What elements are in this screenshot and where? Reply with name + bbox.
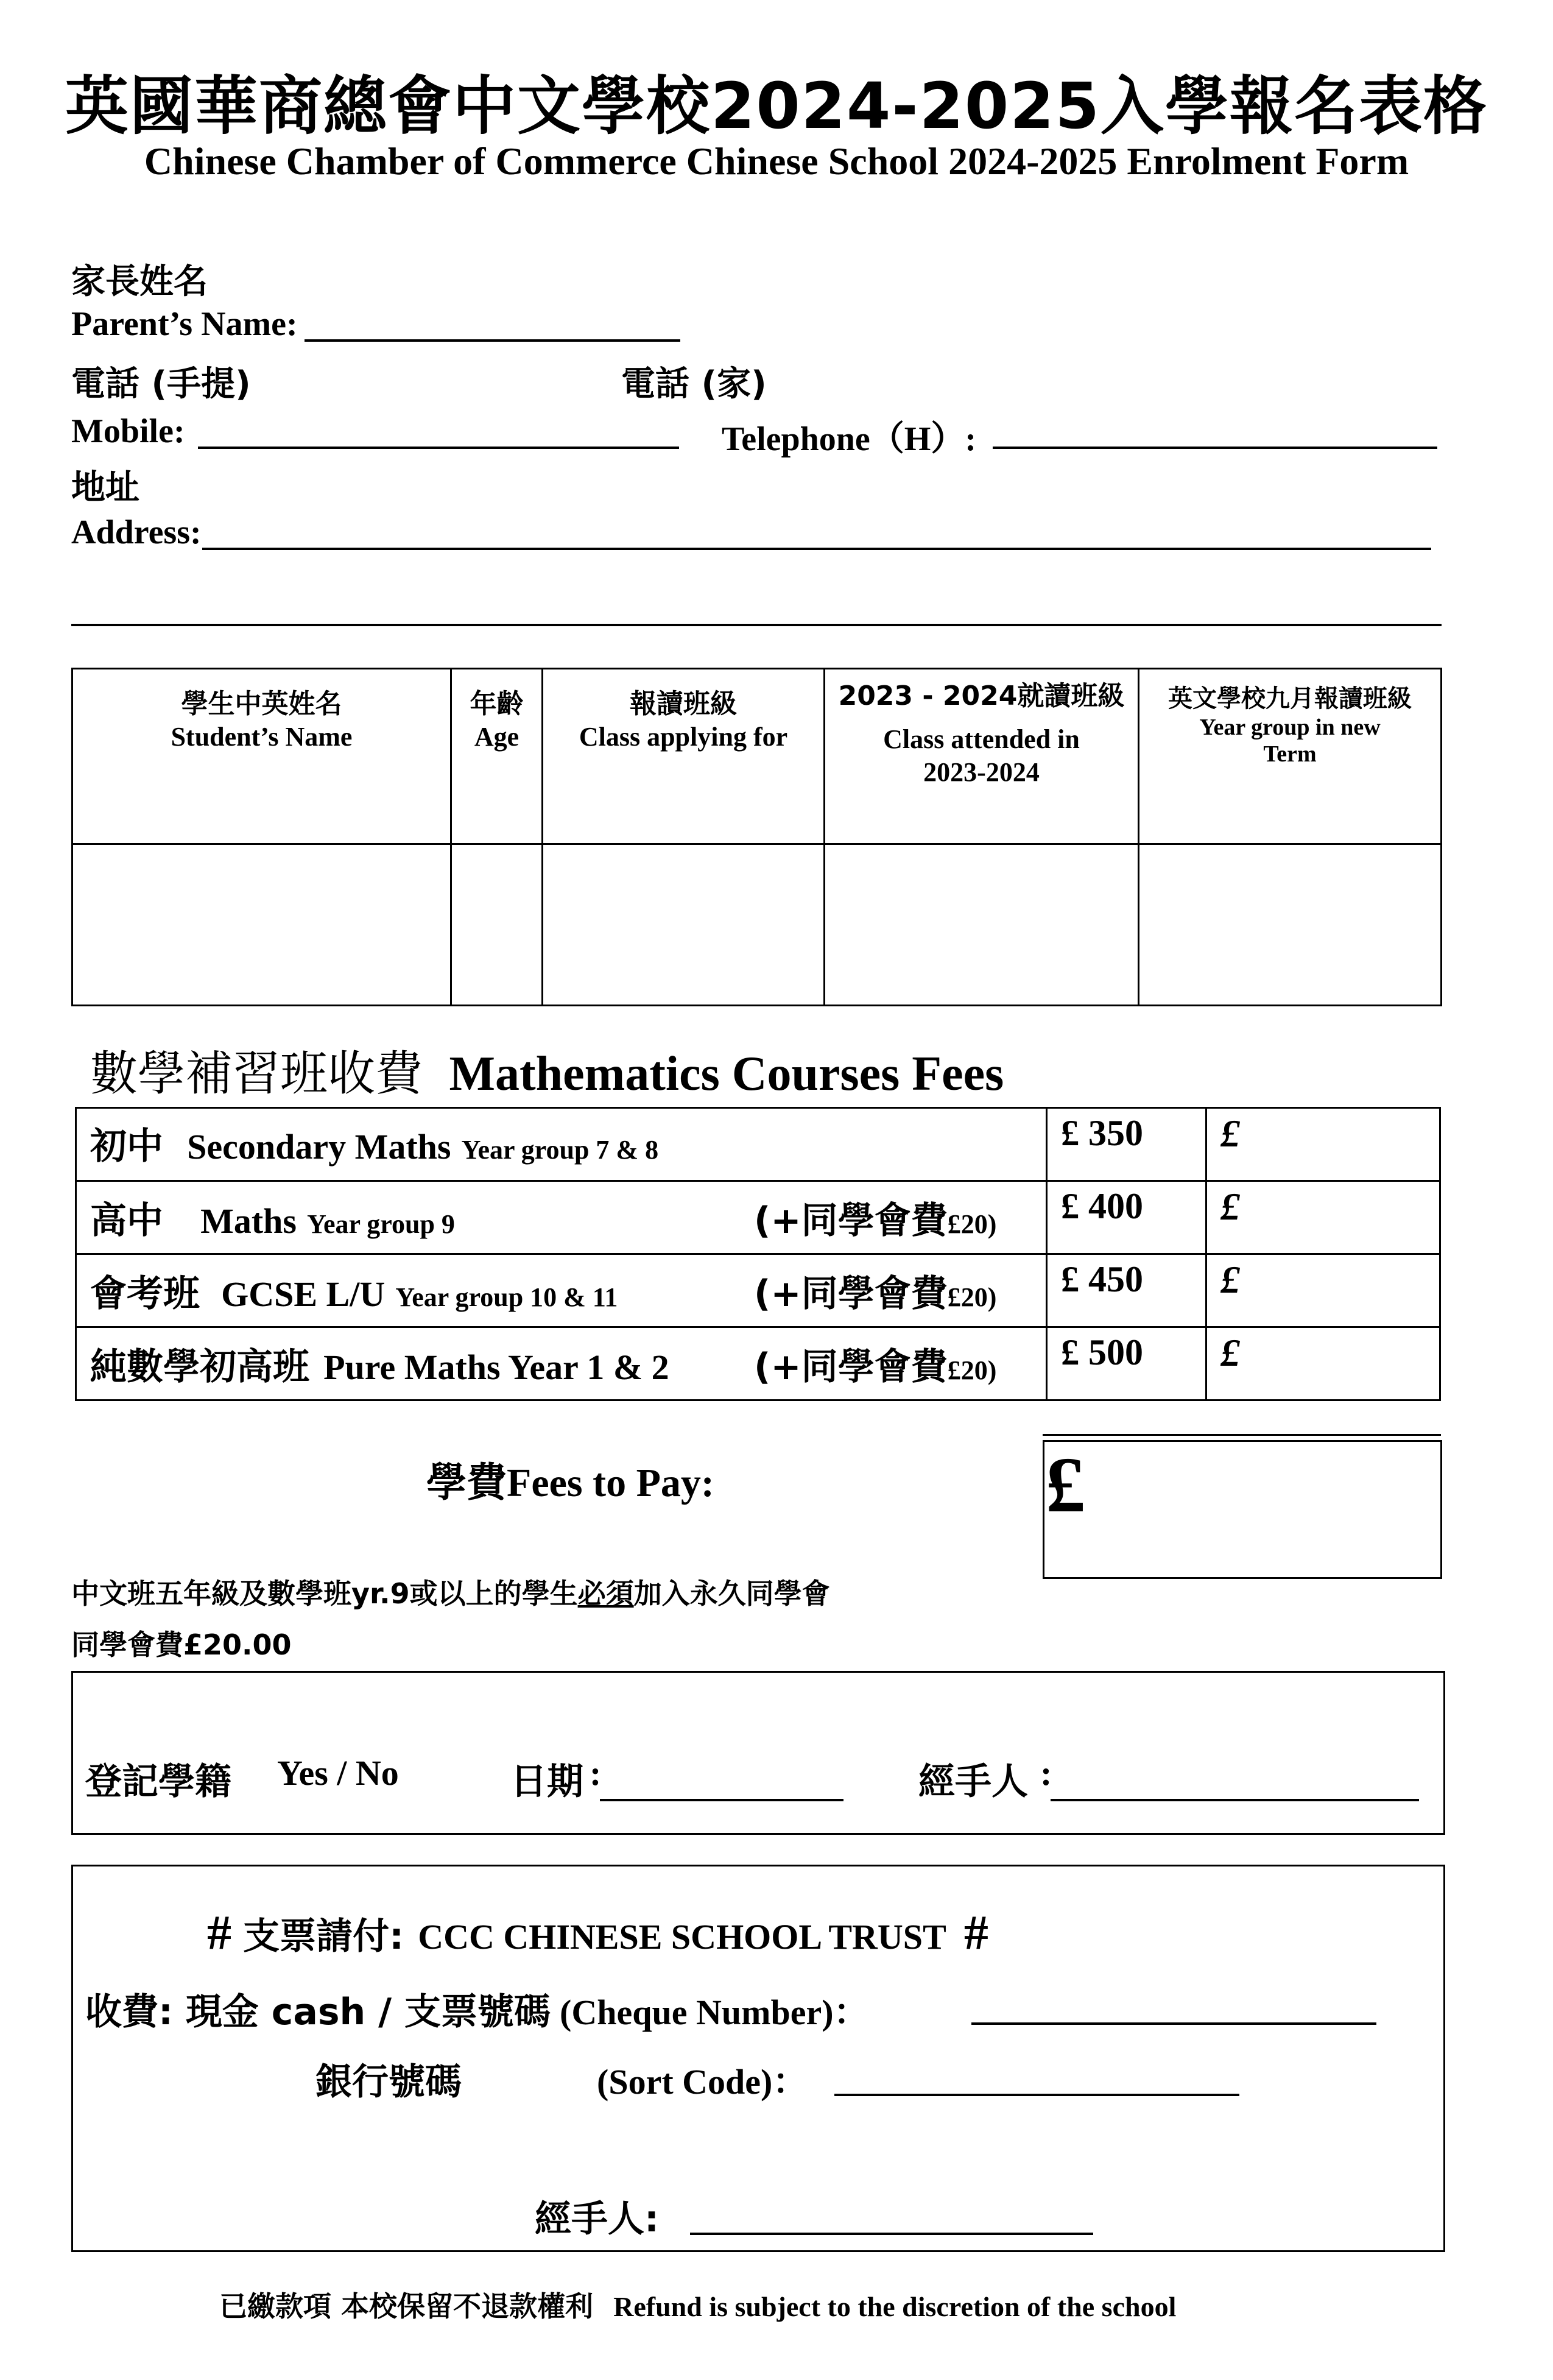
fees-to-pay-input[interactable] [1043, 1440, 1442, 1579]
col-student-name [72, 669, 451, 844]
register-handler-label: 經手人 [918, 1760, 1028, 1803]
page-title-cn: 英國華商總會中文學校2024-2025入學報名表格 [65, 69, 1488, 143]
payment-handler-label: 經手人: [535, 2198, 659, 2241]
col-header-cn: 英文學校九月報讀班級 [1168, 685, 1412, 713]
register-yes-no[interactable]: Yes / No [277, 1753, 399, 1793]
col-header-cn: 年齡 [470, 688, 524, 719]
refund-notice [219, 2284, 1176, 2325]
mobile-field[interactable] [198, 447, 679, 449]
fees-box-top-rule [1043, 1434, 1441, 1436]
course-gcse [76, 1254, 1047, 1327]
cheque-payable-cn: 支票請付: [243, 1915, 404, 1958]
home-phone-label-cn: 電話 (家) [621, 364, 767, 404]
class-attended-input[interactable] [825, 844, 1139, 1006]
col-class-attended [825, 669, 1139, 844]
alumni-fee-cn: (+同學會費 [754, 1346, 948, 1388]
mobile-label-cn: 電話 (手提) [71, 364, 251, 404]
mobile-label-en: Mobile: [71, 412, 185, 450]
col-year-group [1139, 669, 1442, 844]
alumni-fee-amount: £20) [947, 1209, 997, 1239]
alumni-fee-cn: (+同學會費 [754, 1199, 948, 1242]
course-year: Year group 7 & 8 [461, 1135, 659, 1165]
cheque-number-field[interactable] [971, 2022, 1376, 2025]
fee-row [76, 1108, 1440, 1181]
pay-amount-cell[interactable]: £ [1206, 1181, 1440, 1254]
maths-title-cn: 數學補習班收費 [90, 1047, 423, 1101]
fees-to-pay-en: Fees to Pay: [507, 1461, 714, 1505]
class-applying-input[interactable] [543, 844, 825, 1006]
student-table-header-row [72, 669, 1442, 844]
col-header-cn: 學生中英姓名 [181, 688, 342, 719]
student-table [71, 668, 1442, 1006]
sort-code-label-en: (Sort Code)： [597, 2062, 808, 2102]
col-header-en: Class attended in 2023-2024 [883, 724, 1080, 787]
maths-title-en: Mathematics Courses Fees [449, 1047, 1004, 1101]
col-header-cn: 2023 - 2024就讀班級 [838, 680, 1125, 712]
maths-fees-table [75, 1107, 1441, 1401]
refund-notice-en: Refund is subject to the discretion of the school [613, 2291, 1177, 2322]
col-age [451, 669, 543, 844]
course-cn: 會考班 [90, 1273, 200, 1315]
course-year: Year group 9 [307, 1209, 455, 1239]
home-phone-field[interactable] [993, 447, 1437, 449]
course-fee: £ 350 [1047, 1108, 1206, 1181]
student-entry-row [72, 844, 1442, 1006]
pay-amount-cell[interactable]: £ [1206, 1108, 1440, 1181]
col-header-cn: 報讀班級 [630, 688, 737, 719]
address-field-line-1[interactable] [202, 548, 1431, 550]
register-handler-field[interactable] [1051, 1799, 1419, 1801]
course-en: Maths [200, 1201, 297, 1241]
course-en: Secondary Maths [187, 1127, 451, 1167]
fee-row [76, 1254, 1440, 1327]
course-secondary [76, 1108, 1047, 1181]
col-header-en: Year group in new Term [1199, 715, 1381, 767]
alumni-notice-must: 必須 [577, 1577, 634, 1610]
alumni-fee-amount: £20) [947, 1282, 997, 1312]
register-date-field[interactable] [600, 1799, 843, 1801]
col-header-en: Class applying for [579, 722, 788, 752]
address-label-en: Address: [71, 514, 202, 551]
address-field-line-2[interactable] [71, 624, 1442, 626]
course-cn: 高中 [90, 1199, 163, 1242]
sort-code-field[interactable] [834, 2094, 1239, 2096]
pay-amount-cell[interactable]: £ [1206, 1254, 1440, 1327]
alumni-fee-cn: (+同學會費 [754, 1273, 948, 1315]
home-phone-label-en: Telephone（H）: [722, 420, 976, 458]
fees-to-pay-cn: 學費 [426, 1459, 507, 1506]
course-year: Year group 10 & 11 [395, 1282, 618, 1312]
parent-name-label-cn: 家長姓名 [71, 262, 208, 302]
course-fee: £ 500 [1047, 1327, 1206, 1400]
alumni-fee-amount: £20) [947, 1355, 997, 1385]
page-title-en: Chinese Chamber of Commerce Chinese School 2024-2025 Enrolment Form [144, 139, 1409, 183]
course-fee: £ 450 [1047, 1254, 1206, 1327]
register-date-label: 日期 [510, 1760, 583, 1803]
course-en: Pure Maths Year 1 & 2 [323, 1347, 669, 1387]
course-pure-maths [76, 1327, 1047, 1400]
fee-row [76, 1327, 1440, 1400]
maths-fees-title [90, 1036, 1004, 1104]
year-group-input[interactable] [1139, 844, 1442, 1006]
fee-row [76, 1181, 1440, 1254]
course-cn: 純數學初高班 [90, 1346, 309, 1388]
course-en: GCSE L/U [221, 1274, 386, 1314]
parent-name-label-en: Parent’s Name: [71, 305, 298, 343]
hash-icon: # [963, 1906, 988, 1960]
alumni-notice-part2: 加入永久同學會 [633, 1577, 830, 1610]
parent-name-field[interactable] [305, 339, 680, 342]
col-header-en: Age [474, 722, 519, 752]
hash-icon: # [207, 1906, 231, 1960]
cheque-number-label: (Cheque Number)： [560, 1993, 869, 2032]
alumni-notice-part1: 中文班五年級及數學班yr.9或以上的學生 [71, 1577, 578, 1610]
payment-method-cn: 收費: 現金 cash / 支票號碼 [85, 1991, 551, 2033]
col-class-applying [543, 669, 825, 844]
alumni-fee-note: 同學會費£20.00 [71, 1628, 292, 1661]
pay-amount-cell[interactable]: £ [1206, 1327, 1440, 1400]
course-cn: 初中 [90, 1125, 163, 1168]
sort-code-label-cn: 銀行號碼 [315, 2061, 462, 2103]
payment-handler-field[interactable] [690, 2233, 1093, 2235]
cheque-payable-line [207, 1905, 988, 1961]
student-name-input[interactable] [72, 844, 451, 1006]
fees-currency: £ [1046, 1441, 1085, 1529]
fees-to-pay-label [426, 1450, 714, 1508]
alumni-notice [71, 1572, 830, 1612]
student-age-input[interactable] [451, 844, 543, 1006]
payment-method-line [85, 1983, 869, 2035]
refund-notice-cn: 已繳款項 本校保留不退款權利 [219, 2290, 594, 2323]
register-label: 登記學籍 [85, 1760, 231, 1803]
course-fee: £ 400 [1047, 1181, 1206, 1254]
cheque-payee: CCC CHINESE SCHOOL TRUST [418, 1917, 946, 1957]
col-header-en: Student’s Name [171, 722, 353, 752]
address-label-cn: 地址 [71, 468, 139, 507]
course-year9 [76, 1181, 1047, 1254]
